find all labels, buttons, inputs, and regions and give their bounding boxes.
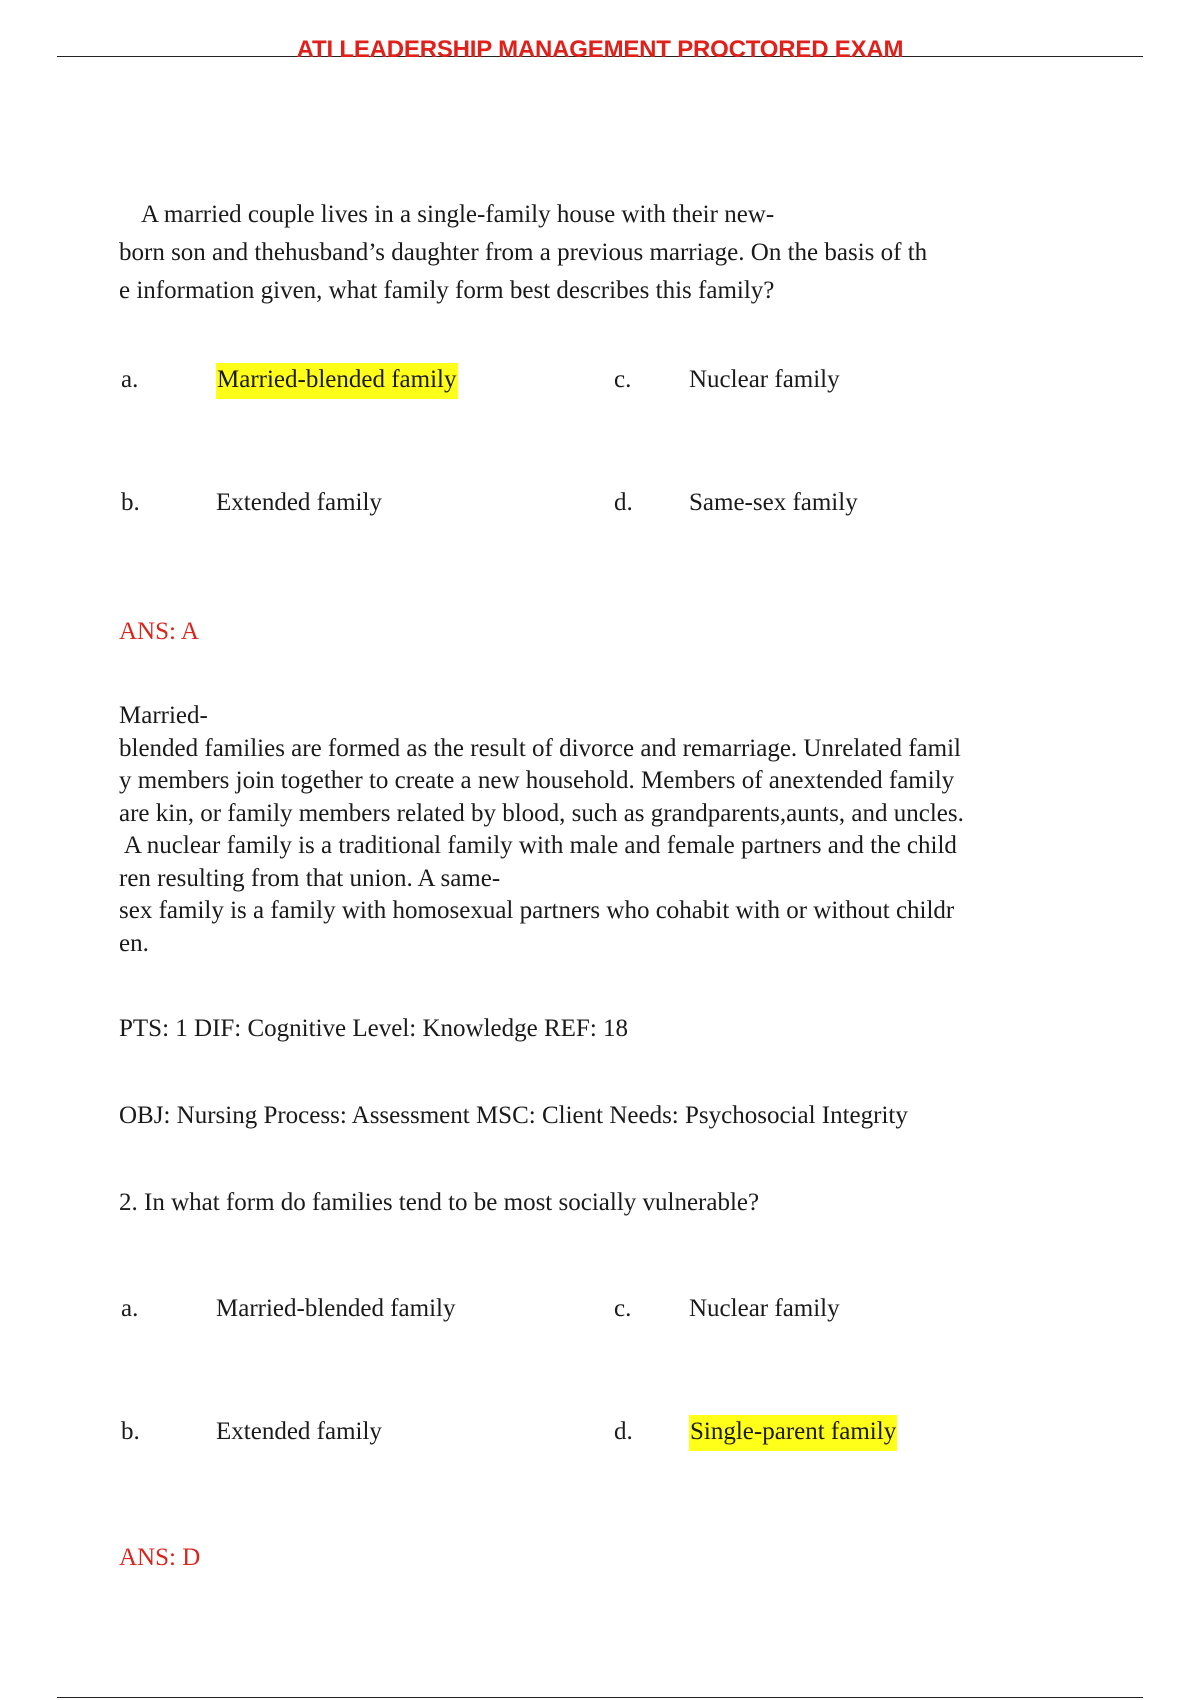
- question-1-stem: [119, 196, 1079, 310]
- answer-1: ANS: A: [119, 618, 199, 645]
- rationale-1: [119, 700, 1099, 960]
- footer-rule: [57, 1697, 1143, 1698]
- question-1-line: e information given, what family form best describes this family?: [119, 277, 775, 304]
- option-text: Nuclear family: [689, 1295, 840, 1322]
- option-letter: c.: [614, 1295, 632, 1322]
- option-text: Married-blended family: [216, 1295, 456, 1322]
- option-letter: c.: [614, 366, 632, 393]
- option-text: Same-sex family: [689, 489, 858, 516]
- option-text: Nuclear family: [689, 366, 840, 393]
- rationale-line: A nuclear family is a traditional family with male and female partners and the child: [119, 832, 957, 859]
- question-2-stem: 2. In what form do families tend to be most socially vulnerable?: [119, 1189, 760, 1216]
- rationale-line: ren resulting from that union. A same-: [119, 864, 501, 892]
- question-1-line: born son and thehusband’s daughter from a previous marriage. On the basis of th: [119, 239, 928, 266]
- option-text: Extended family: [216, 489, 382, 516]
- option-letter: a.: [121, 366, 139, 393]
- rationale-line: en.: [119, 929, 149, 957]
- option-text-highlighted: Single-parent family: [689, 1415, 897, 1451]
- page-title: ATI LEADERSHIP MANAGEMENT PROCTORED EXAM: [296, 36, 904, 63]
- question-1-line: A married couple lives in a single-family house with their new-: [141, 201, 775, 228]
- rationale-line: are kin, or family members related by blood, such as grandparents,aunts, and uncles.: [119, 799, 964, 827]
- rationale-line: sex family is a family with homosexual partners who cohabit with or without childr: [119, 897, 955, 924]
- option-letter: d.: [614, 1418, 633, 1445]
- rationale-line: y members join together to create a new household. Members of anextended family: [119, 767, 955, 794]
- option-letter: a.: [121, 1295, 139, 1322]
- objective-line: OBJ: Nursing Process: Assessment MSC: Client Needs: Psychosocial Integrity: [119, 1102, 908, 1129]
- option-text: Extended family: [216, 1418, 382, 1445]
- rationale-line: Married-: [119, 702, 208, 729]
- option-letter: b.: [121, 489, 140, 516]
- answer-2: ANS: D: [119, 1544, 201, 1571]
- option-text-highlighted: Married-blended family: [216, 363, 458, 399]
- option-letter: b.: [121, 1418, 140, 1445]
- points-line: PTS: 1 DIF: Cognitive Level: Knowledge REF: 18: [119, 1015, 629, 1042]
- rationale-line: blended families are formed as the result of divorce and remarriage. Unrelated famil: [119, 734, 961, 762]
- option-letter: d.: [614, 489, 633, 516]
